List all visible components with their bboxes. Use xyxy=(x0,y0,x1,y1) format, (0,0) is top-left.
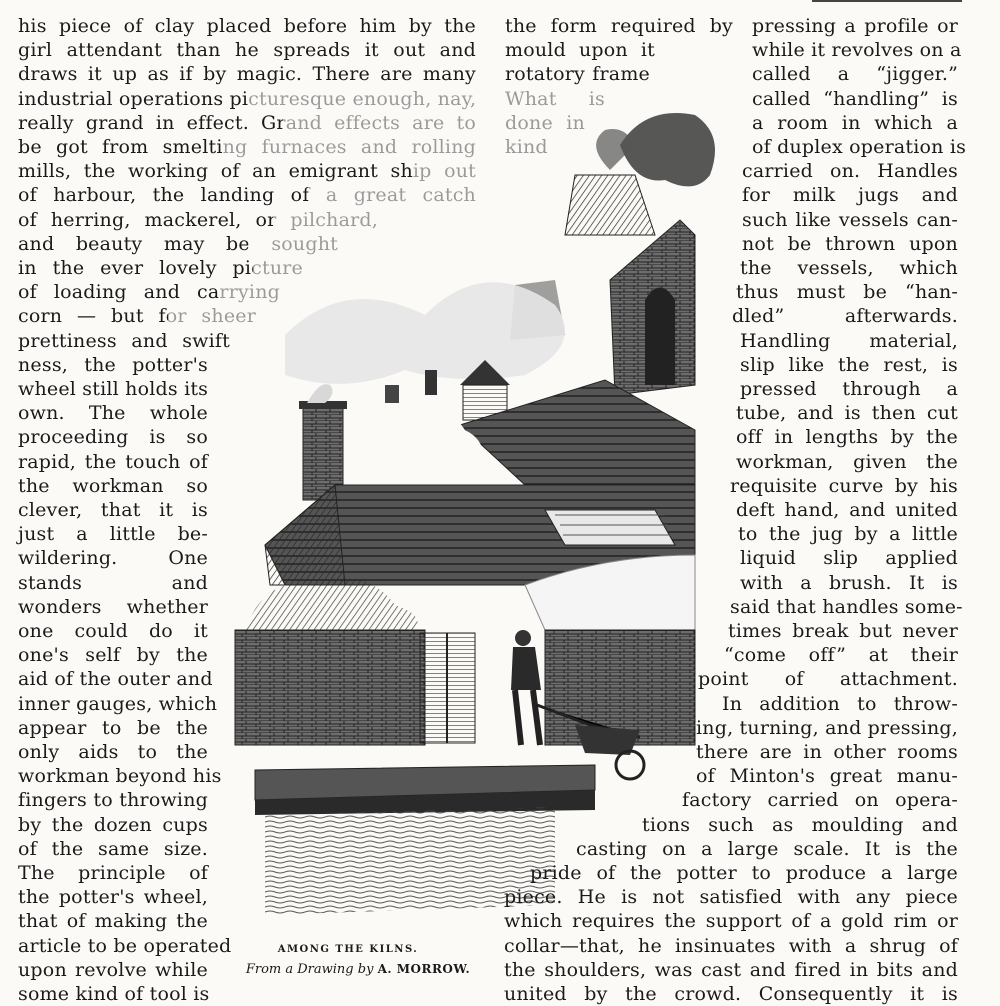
left-col-line: one could do it xyxy=(18,620,208,642)
left-col-line: aid of the outer and xyxy=(18,668,213,691)
right-col-line: the shoulders, was cast and fired in bits and xyxy=(504,958,958,981)
left-col-line: inner gauges, which xyxy=(18,692,218,715)
mid-col-line: rotatory frame xyxy=(505,63,650,86)
right-col-line: workman, given the xyxy=(736,450,958,473)
left-col-line: draws it up as if by magic. There are many xyxy=(18,63,476,86)
left-col-line: of the same size. xyxy=(18,837,208,860)
right-col-line: requisite curve by his xyxy=(730,474,958,497)
left-col-line: rapid, the touch of xyxy=(18,450,208,473)
left-col-line: clever, that it is xyxy=(18,499,208,521)
left-col-line: really grand in effect. Grand effects are to xyxy=(18,111,476,134)
illustration-caption-title: AMONG THE KILNS. xyxy=(277,944,419,955)
right-col-line: casting on a large scale. It is the xyxy=(576,837,958,860)
left-col-line: corn — but for sheer xyxy=(18,305,256,328)
right-col-line: pressing a profile or xyxy=(752,15,958,37)
right-col-line: united by the crowd. Consequently it is xyxy=(504,983,958,1005)
right-col-line: slip like the rest, is xyxy=(740,353,958,376)
left-col-line: of harbour, the landing of a great catch xyxy=(18,184,476,207)
right-col-line: of Minton's great manu- xyxy=(696,765,958,788)
right-col-line: off in lengths by the xyxy=(736,426,958,449)
left-col-line: by the dozen cups xyxy=(18,813,208,836)
right-col-line: carried on. Handles xyxy=(742,160,958,183)
left-col-line: just a little be- xyxy=(18,523,208,546)
mid-col-line: What is xyxy=(505,87,605,110)
left-col-line: own. The whole xyxy=(18,402,208,425)
mid-col-line: mould upon it xyxy=(505,39,655,62)
caption-credit-prefix: From a Drawing by xyxy=(245,962,374,977)
right-col-line: pressed through a xyxy=(740,378,958,400)
left-col-line: wheel still holds its xyxy=(18,378,209,400)
right-col-line: the vessels, which xyxy=(740,257,958,279)
left-col-line: upon revolve while xyxy=(18,958,208,981)
right-col-line: called a “jigger.” xyxy=(752,63,958,86)
right-col-line: while it revolves on a xyxy=(752,39,962,62)
right-col-line: said that handles some- xyxy=(730,595,963,618)
right-col-line: factory carried on opera- xyxy=(682,789,958,812)
right-col-line: In addition to throw- xyxy=(722,692,958,715)
right-col-line: collar—that, he insinuates with a shrug of xyxy=(504,934,958,957)
right-col-line: tube, and is then cut xyxy=(736,402,958,425)
left-col-line: mills, the working of an emigrant ship out xyxy=(18,160,476,183)
left-col-line: of herring, mackerel, or pilchard, xyxy=(18,208,378,231)
left-col-line: be got from smelting furnaces and rolling xyxy=(18,136,476,158)
left-col-line: in the ever lovely picture xyxy=(18,257,303,279)
left-col-line: article to be operated xyxy=(18,934,232,957)
left-col-line: proceeding is so xyxy=(18,426,208,449)
left-col-line: wonders whether xyxy=(18,595,208,618)
left-col-line: his piece of clay placed before him by the xyxy=(18,15,476,37)
left-col-line: appear to be the xyxy=(18,716,208,739)
top-rule xyxy=(812,0,962,2)
left-col-line: wildering. One xyxy=(18,547,208,570)
left-col-line: the workman so xyxy=(18,474,208,497)
mid-col-line: the form required by xyxy=(505,15,733,37)
right-col-line: ing, turning, and pressing, xyxy=(696,716,958,739)
left-col-line: and beauty may be sought xyxy=(18,232,338,255)
right-col-line: “come off” at their xyxy=(724,644,958,667)
right-col-line: there are in other rooms xyxy=(696,741,958,763)
left-col-line: of loading and carrying xyxy=(18,281,280,304)
right-col-line: dled” afterwards. xyxy=(732,305,958,328)
left-col-line: fingers to throwing xyxy=(18,789,208,812)
mid-col-line: kind xyxy=(505,136,548,158)
left-col-line: stands and xyxy=(18,571,208,594)
left-col-line: workman beyond his xyxy=(18,765,222,788)
right-col-line: with a brush. It is xyxy=(740,571,958,594)
left-col-line: the potter's wheel, xyxy=(18,886,208,909)
right-col-line: point of attachment. xyxy=(698,668,958,691)
left-col-line: only aids to the xyxy=(18,741,208,763)
right-col-line: called “handling” is xyxy=(752,87,958,110)
left-col-line: one's self by the xyxy=(18,644,208,667)
left-col-line: The principle of xyxy=(18,862,208,884)
right-col-line: such like vessels can- xyxy=(742,208,958,231)
right-col-line: for milk jugs and xyxy=(742,184,958,207)
right-col-line: liquid slip applied xyxy=(740,547,958,570)
mid-col-line: done in xyxy=(505,111,585,134)
right-col-line: which requires the support of a gold rim or xyxy=(504,910,958,933)
right-col-line: piece. He is not satisfied with any piece xyxy=(504,886,958,909)
right-col-line: Handling material, xyxy=(740,329,958,352)
left-col-line: ness, the potter's xyxy=(18,353,208,376)
right-col-line: times break but never xyxy=(728,620,958,642)
right-col-line: of duplex operation is xyxy=(752,136,967,158)
right-col-line: pride of the potter to produce a large xyxy=(530,862,958,884)
right-col-line: deft hand, and united xyxy=(736,499,958,521)
right-col-line: tions such as moulding and xyxy=(642,813,958,836)
left-col-line: girl attendant than he spreads it out and xyxy=(18,39,476,62)
left-col-line: that of making the xyxy=(18,910,208,933)
caption-credit-artist: A. MORROW. xyxy=(377,962,471,976)
right-col-line: not be thrown upon xyxy=(742,232,958,255)
illustration-caption-credit xyxy=(228,962,488,977)
left-col-line: prettiness and swift xyxy=(18,329,230,352)
right-col-line: to the jug by a little xyxy=(738,523,958,546)
right-col-line: thus must be “han- xyxy=(736,281,958,304)
left-col-line: industrial operations picturesque enough, nay, xyxy=(18,87,477,110)
left-col-line: some kind of tool is xyxy=(18,983,210,1005)
right-col-line: a room in which a xyxy=(752,111,958,134)
